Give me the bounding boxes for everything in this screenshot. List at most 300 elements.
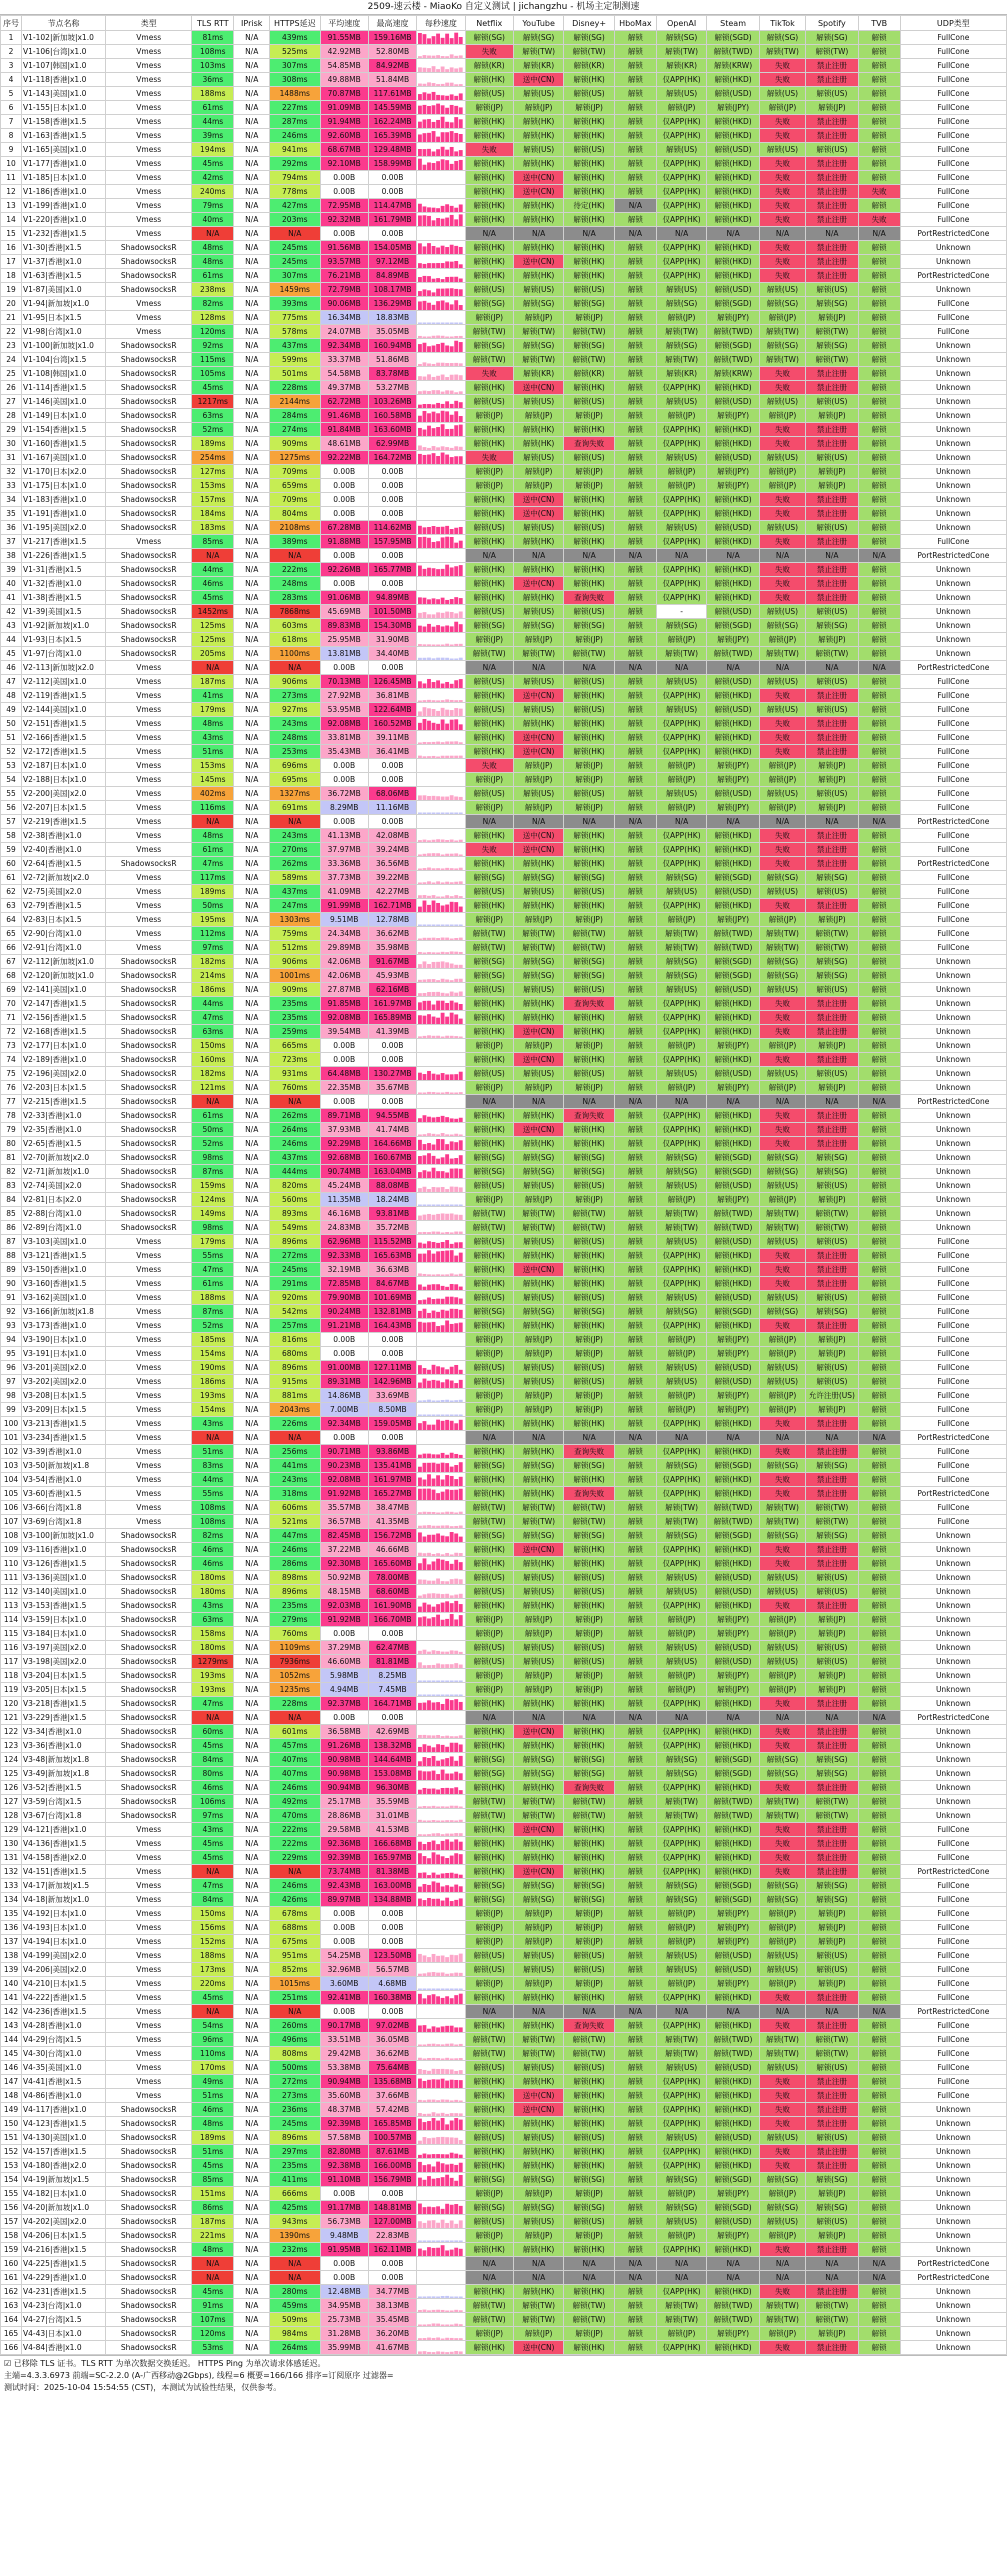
sparkline-bar [418,868,422,870]
unlock-status: 解锁(TW) [465,647,513,661]
sparkline-bar [427,1297,431,1303]
sparkline-bar [454,288,458,295]
iprisk: N/A [234,2075,270,2089]
node-type: ShadowsocksR [106,605,192,619]
sparkline-bar [450,2351,454,2353]
udp-type: Unknown [900,423,1006,437]
https-latency: 7868ms [270,605,320,619]
max-speed: 0.00B [368,1333,416,1347]
unlock-status: 仅APP(HK) [656,2103,706,2117]
iprisk: N/A [234,1151,270,1165]
unlock-status: 解锁(US) [759,787,805,801]
unlock-status: 禁止注册 [806,1865,859,1879]
sparkline-bar [423,937,427,939]
iprisk: N/A [234,115,270,129]
sparkline-bar [418,1734,422,1737]
sparkline-bar [454,1423,458,1430]
unlock-status: 解锁(SG) [806,1151,859,1165]
unlock-status: 失败 [759,1991,805,2005]
sparkline-bar [459,2119,463,2129]
sparkline-bar [454,1231,458,1233]
unlock-status: 解锁(SG) [759,297,805,311]
row-index: 106 [1,1501,22,1515]
sparkline-bar [459,1694,463,1696]
unlock-status: 解锁 [614,2131,656,2145]
unlock-status: 解锁 [858,591,900,605]
unlock-status: 解锁(US) [656,703,706,717]
unlock-status: 仅APP(HK) [656,1739,706,1753]
sparkline-icon [418,1012,463,1024]
sparkline-bar [436,1231,440,1233]
sparkline-bar [450,1872,454,1877]
node-type: Vmess [106,1235,192,1249]
sparkline-icon [418,298,463,310]
unlock-status: 解锁(JP) [759,1039,805,1053]
tls-rtt: 214ms [192,969,234,983]
sparkline-bar [432,1253,436,1261]
sparkline-bar [436,1558,440,1569]
sparkline-bar [427,1593,431,1598]
unlock-status: N/A [656,2257,706,2271]
results-table [0,15,1007,2355]
sparkline-bar [418,812,422,814]
speed-sparkline [417,1571,465,1585]
iprisk: N/A [234,143,270,157]
udp-type: FullCone [900,801,1006,815]
sparkline-bar [441,1367,445,1374]
udp-type: Unknown [900,1067,1006,1081]
unlock-status: 解锁 [858,1333,900,1347]
node-name: V2-65|香港|x1.5 [22,1137,106,1151]
max-speed: 36.63MB [368,1263,416,1277]
iprisk: N/A [234,577,270,591]
node-type: ShadowsocksR [106,269,192,283]
speed-sparkline [417,2215,465,2229]
unlock-status: 解锁(SG) [465,1753,513,1767]
sparkline-bar [459,1833,463,1836]
sparkline-bar [418,1694,422,1696]
unlock-status: 解锁(JP) [513,465,563,479]
node-name: V1-165|美国|x1.0 [22,143,106,157]
unlock-status: 解锁(HKD) [707,241,760,255]
https-latency: 691ms [270,801,320,815]
unlock-status: 解锁(TW) [806,2299,859,2313]
unlock-status: 解锁 [858,605,900,619]
unlock-status: 禁止注册 [806,2089,859,2103]
sparkline-bar [445,1664,449,1668]
unlock-status: 送中(CN) [513,1053,563,1067]
unlock-status: 解锁 [858,521,900,535]
sparkline-bar [423,1231,427,1233]
iprisk: N/A [234,2271,270,2285]
sparkline-icon [418,382,463,394]
tls-rtt: 154ms [192,1347,234,1361]
tls-rtt: 145ms [192,773,234,787]
sparkline-bar [432,991,436,995]
sparkline-bar [441,1988,445,1990]
unlock-status: 解锁(HK) [564,2285,614,2299]
unlock-status: 解锁(JP) [656,2229,706,2243]
max-speed: 161.90MB [368,1599,416,1613]
node-name: V1-226|香港|x1.5 [22,549,106,563]
speed-sparkline [417,1529,465,1543]
tls-rtt: 160ms [192,1053,234,1067]
sparkline-bar [427,1014,431,1024]
sparkline-icon [418,1726,463,1738]
unlock-status: 解锁 [614,1725,656,1739]
unlock-status: 解锁(HK) [465,1473,513,1487]
unlock-status: 解锁 [614,605,656,619]
https-latency: 226ms [270,1417,320,1431]
sparkline-bar [441,424,445,436]
unlock-status: 解锁(JP) [806,465,859,479]
tls-rtt: 157ms [192,493,234,507]
sparkline-bar [459,1790,463,1794]
unlock-status: 解锁(HK) [465,2103,513,2117]
unlock-status: 送中(CN) [513,255,563,269]
sparkline-bar [459,1231,463,1233]
sparkline-bar [432,1187,436,1192]
node-name: V4-130|美国|x1.0 [22,2131,106,2145]
unlock-status: 解锁(SG) [513,1879,563,1893]
https-latency: 1303ms [270,913,320,927]
sparkline-bar [454,1559,458,1569]
unlock-status: 失败 [465,759,513,773]
unlock-status: 解锁(HK) [513,591,563,605]
node-name: V4-43|日本|x1.0 [22,2327,106,2341]
tls-rtt: 61ms [192,1109,234,1123]
udp-type: Unknown [900,521,1006,535]
unlock-status: 解锁(HKD) [707,1837,760,1851]
unlock-status: 解锁(TW) [513,941,563,955]
unlock-status: 解锁(US) [564,1291,614,1305]
tls-rtt: 188ms [192,87,234,101]
udp-type: FullCone [900,1991,1006,2005]
sparkline-bar [445,1240,449,1248]
unlock-status: 送中(CN) [513,745,563,759]
unlock-status: 解锁(JPY) [707,1389,760,1403]
unlock-status: 解锁(TWD) [707,1809,760,1823]
unlock-status: 解锁(KRW) [707,59,760,73]
node-type: ShadowsocksR [106,1025,192,1039]
unlock-status: 解锁(US) [465,885,513,899]
unlock-status: 解锁(JP) [513,1627,563,1641]
node-name: V1-32|香港|x1.0 [22,577,106,591]
unlock-status: 解锁(JPY) [707,801,760,815]
https-latency: 804ms [270,507,320,521]
unlock-status: 解锁(US) [513,1585,563,1599]
unlock-status: N/A [707,1711,760,1725]
unlock-status: 解锁(TW) [513,927,563,941]
sparkline-bar [436,1017,440,1023]
sparkline-bar [418,854,422,856]
sparkline-bar [436,413,440,422]
sparkline-bar [418,951,422,953]
unlock-status: N/A [656,815,706,829]
unlock-status: 解锁(US) [513,1375,563,1389]
node-name: V2-70|新加坡|x2.0 [22,1151,106,1165]
avg-speed: 24.83MB [320,1221,368,1235]
node-type: Vmess [106,689,192,703]
sparkline-bar [418,1488,422,1499]
node-name: V4-206|日本|x1.5 [22,2229,106,2243]
unlock-status: 失败 [759,1123,805,1137]
iprisk: N/A [234,2019,270,2033]
speed-sparkline [417,1109,465,1123]
node-name: V2-172|香港|x1.5 [22,745,106,759]
sparkline-bar [445,2043,449,2045]
sparkline-bar [445,2137,449,2144]
unlock-status: 解锁(SGD) [707,297,760,311]
row-index: 65 [1,927,22,941]
https-latency: 227ms [270,101,320,115]
node-name: V2-196|美国|x2.0 [22,1067,106,1081]
unlock-status: 解锁(HK) [465,2341,513,2355]
https-latency: 297ms [270,2145,320,2159]
sparkline-bar [441,742,445,744]
sparkline-bar [450,2025,454,2031]
unlock-status: 解锁(HKD) [707,1865,760,1879]
sparkline-bar [459,1369,463,1373]
speed-sparkline [417,185,465,199]
unlock-status: 解锁 [614,1669,656,1683]
unlock-status: 解锁(JP) [759,311,805,325]
sparkline-bar [423,1680,427,1682]
unlock-status: 解锁(HK) [465,997,513,1011]
unlock-status: 解锁(US) [656,1585,706,1599]
row-index: 72 [1,1025,22,1039]
sparkline-icon [418,424,463,436]
unlock-status: 解锁(JPY) [707,773,760,787]
table-row [1,1417,1007,1431]
unlock-status: 解锁(US) [759,2215,805,2229]
unlock-status: 送中(CN) [513,1823,563,1837]
sparkline-bar [423,2113,427,2115]
node-name: V1-158|香港|x1.5 [22,115,106,129]
max-speed: 165.97MB [368,1851,416,1865]
unlock-status: 解锁(US) [806,1067,859,1081]
sparkline-bar [418,2248,422,2255]
row-index: 64 [1,913,22,927]
unlock-status: 解锁(USD) [707,87,760,101]
sparkline-bar [418,1886,422,1891]
unlock-status: 解锁(USD) [707,1375,760,1389]
node-type: ShadowsocksR [106,255,192,269]
https-latency: 284ms [270,409,320,423]
sparkline-bar [436,1274,440,1276]
sparkline-bar [432,2112,436,2116]
udp-type: Unknown [900,437,1006,451]
row-index: 109 [1,1543,22,1557]
sparkline-bar [418,1365,422,1374]
sparkline-bar [432,741,436,743]
max-speed: 162.24MB [368,115,416,129]
unlock-status: 解锁(HK) [564,1557,614,1571]
avg-speed: 0.00B [320,2271,368,2285]
sparkline-bar [454,1760,458,1765]
sparkline-bar [459,964,463,967]
udp-type: Unknown [900,1669,1006,1683]
sparkline-bar [441,362,445,365]
unlock-status: 解锁(JPY) [707,1039,760,1053]
avg-speed: 92.34MB [320,339,368,353]
node-name: V2-112|新加坡|x1.0 [22,955,106,969]
unlock-status: 解锁(HK) [513,1781,563,1795]
udp-type: Unknown [900,1529,1006,1543]
iprisk: N/A [234,2047,270,2061]
sparkline-bar [450,812,454,814]
unlock-status: 解锁(HK) [513,997,563,1011]
https-latency: 896ms [270,1585,320,1599]
sparkline-bar [459,1525,463,1528]
https-latency: 222ms [270,1837,320,1851]
sparkline-bar [459,896,463,898]
node-type: ShadowsocksR [106,423,192,437]
unlock-status: 解锁(JP) [465,1193,513,1207]
avg-speed: 36.57MB [320,1515,368,1529]
sparkline-bar [450,1973,454,1976]
unlock-status: 解锁(SG) [806,619,859,633]
unlock-status: 解锁 [614,395,656,409]
sparkline-bar [427,2164,431,2172]
unlock-status: 解锁(HKD) [707,269,760,283]
iprisk: N/A [234,969,270,983]
unlock-status: 解锁 [858,1305,900,1319]
sparkline-bar [441,1298,445,1303]
unlock-status: 解锁 [858,689,900,703]
avg-speed: 0.00B [320,759,368,773]
unlock-status: 解锁(TW) [759,2313,805,2327]
udp-type: FullCone [900,45,1006,59]
udp-type: Unknown [900,1781,1006,1795]
max-speed: 33.69MB [368,1389,416,1403]
max-speed: 161.97MB [368,1473,416,1487]
udp-type: FullCone [900,2047,1006,2061]
udp-type: PortRestrictedCone [900,1095,1006,1109]
udp-type: FullCone [900,689,1006,703]
unlock-status: 解锁 [858,801,900,815]
sparkline-bar [432,304,436,309]
unlock-status: N/A [759,1711,805,1725]
unlock-status: 仅APP(HK) [656,1417,706,1431]
max-speed: 35.67MB [368,1081,416,1095]
sparkline-icon [418,1222,463,1234]
unlock-status: 禁止注册 [806,1725,859,1739]
unlock-status: 失败 [759,1599,805,1613]
sparkline-bar [418,1273,422,1276]
column-header: TLS RTT [192,16,234,31]
https-latency: 292ms [270,157,320,171]
https-latency: 283ms [270,591,320,605]
iprisk: N/A [234,1347,270,1361]
speed-sparkline [417,59,465,73]
sparkline-bar [450,214,454,225]
unlock-status: 解锁(HK) [465,2243,513,2257]
tls-rtt: 48ms [192,717,234,731]
node-name: V1-98|台湾|x1.0 [22,325,106,339]
sparkline-bar [459,1252,463,1261]
sparkline-bar [432,614,436,618]
sparkline-icon [418,1236,463,1248]
table-row [1,381,1007,395]
unlock-status: 解锁(JPY) [707,913,760,927]
unlock-status: 仅APP(HK) [656,563,706,577]
unlock-status: 解锁 [614,1893,656,1907]
tls-rtt: 1217ms [192,395,234,409]
unlock-status: 解锁(TWD) [707,647,760,661]
node-name: V1-199|香港|x1.0 [22,199,106,213]
max-speed: 0.00B [368,1039,416,1053]
avg-speed: 92.43MB [320,1879,368,1893]
unlock-status: 解锁(HK) [513,213,563,227]
sparkline-icon [418,1782,463,1794]
iprisk: N/A [234,2243,270,2257]
unlock-status: N/A [614,2005,656,2019]
node-type: Vmess [106,101,192,115]
table-row [1,269,1007,283]
table-row [1,2299,1007,2313]
sparkline-bar [454,853,458,856]
max-speed: 159.05MB [368,1417,416,1431]
node-name: V3-234|香港|x1.5 [22,1431,106,1445]
sparkline-bar [423,390,427,393]
unlock-status: 失败 [858,185,900,199]
unlock-status: N/A [614,1095,656,1109]
unlock-status: 解锁(JPY) [707,101,760,115]
speed-sparkline [417,45,465,59]
unlock-status: 解锁(JP) [465,773,513,787]
speed-sparkline [417,745,465,759]
table-row [1,1683,1007,1697]
tls-rtt: 240ms [192,185,234,199]
unlock-status: 解锁(HK) [465,1417,513,1431]
udp-type: FullCone [900,73,1006,87]
sparkline-bar [441,2112,445,2115]
unlock-status: 解锁(HK) [564,1991,614,2005]
sparkline-bar [450,2120,454,2129]
unlock-status: 送中(CN) [513,185,563,199]
sparkline-bar [454,1552,458,1555]
speed-sparkline [417,1739,465,1753]
sparkline-bar [427,708,431,716]
sparkline-bar [427,1424,431,1429]
sparkline-bar [441,245,445,253]
table-row [1,423,1007,437]
https-latency: N/A [270,815,320,829]
unlock-status: 解锁(SG) [564,1767,614,1781]
sparkline-bar [450,1901,454,1906]
sparkline-bar [423,1602,427,1611]
table-row [1,2187,1007,2201]
https-latency: 246ms [270,1879,320,1893]
sparkline-bar [432,2207,436,2214]
unlock-status: 失败 [759,1011,805,1025]
row-index: 38 [1,549,22,563]
sparkline-bar [459,1414,463,1416]
unlock-status: 解锁(JP) [759,801,805,815]
udp-type: FullCone [900,2089,1006,2103]
unlock-status: 解锁 [858,1921,900,1935]
row-index: 146 [1,2061,22,2075]
node-name: V4-229|香港|x1.0 [22,2271,106,2285]
node-name: V4-23|台湾|x1.0 [22,2299,106,2313]
unlock-status: 解锁(JP) [806,1081,859,1095]
unlock-status: 解锁(JP) [465,1613,513,1627]
sparkline-bar [427,1511,431,1513]
unlock-status: 解锁(TW) [513,2299,563,2313]
speed-sparkline [417,493,465,507]
max-speed: 68.60MB [368,1585,416,1599]
